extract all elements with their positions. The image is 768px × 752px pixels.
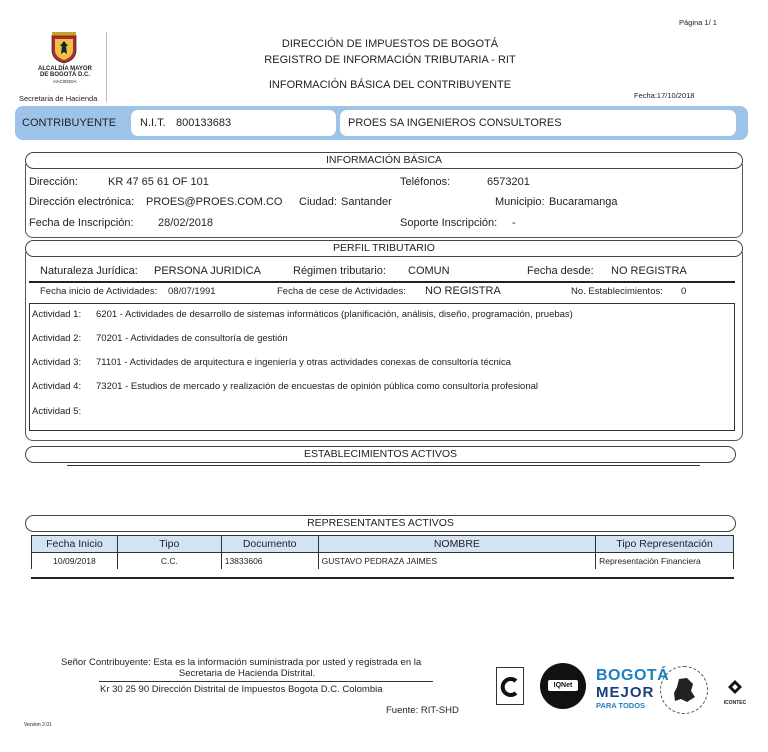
entity-line1: ALCALDÍA MAYOR xyxy=(38,66,92,72)
establecimientos-label: No. Establecimientos: xyxy=(571,286,663,297)
icontec-diamond-icon xyxy=(725,678,745,698)
soporte-label: Soporte Inscripción: xyxy=(400,217,498,229)
table-row xyxy=(32,553,734,570)
bogota-logo-line2: MEJOR xyxy=(596,684,655,701)
actividad-2-value: 70201 - Actividades de consultoría de gestión xyxy=(96,333,288,344)
actividad-5-label: Actividad 5: xyxy=(32,406,82,417)
table-header-row xyxy=(32,536,734,553)
header-line2: REGISTRO DE INFORMACIÓN TRIBUTARIA - RIT xyxy=(264,54,516,66)
actividad-4-value: 73201 - Estudios de mercado y realización de encuestas de opinión pública como consultoría profesional xyxy=(96,381,539,392)
table-bottom-rule xyxy=(31,577,734,579)
icontec-logo xyxy=(720,678,750,708)
icontec-text: ICONTEC xyxy=(723,700,747,706)
iqnet-logo xyxy=(540,663,586,709)
col-tipo-representacion: Tipo Representación xyxy=(596,536,734,553)
entity-line3: HACIENDA xyxy=(53,79,77,84)
header-line3: INFORMACIÓN BÁSICA DEL CONTRIBUYENTE xyxy=(268,79,512,91)
municipio-label: Municipio: xyxy=(495,196,545,208)
ciudad-label: Ciudad: xyxy=(299,196,337,208)
cell-nombre: GUSTAVO PEDRAZA JAIMES xyxy=(318,553,595,570)
email-label: Dirección electrónica: xyxy=(29,196,135,208)
version-label: Version 2.01 xyxy=(24,722,52,728)
actividad-1-label: Actividad 1: xyxy=(32,309,82,320)
municipio-value: Bucaramanga xyxy=(549,196,618,208)
certification-logo xyxy=(496,667,524,705)
inicio-label: Fecha inicio de Actividades: xyxy=(40,286,158,297)
telefonos-value: 6573201 xyxy=(487,176,530,188)
nit-label: N.I.T. xyxy=(140,117,166,129)
entity-line2: DE BOGOTÁ D.C. xyxy=(39,72,90,78)
basic-info-title: INFORMACIÓN BÁSICA xyxy=(25,152,743,169)
footer-rule xyxy=(99,681,433,682)
naturaleza-value: PERSONA JURIDICA xyxy=(154,265,261,277)
iqnet-text: IQNet xyxy=(548,680,578,691)
bogota-logo-line3: PARA TODOS xyxy=(596,701,646,710)
logo-divider xyxy=(106,32,107,102)
cell-tipo-representacion: Representación Financiera xyxy=(596,553,734,570)
col-nombre: NOMBRE xyxy=(318,536,595,553)
fecha-inscripcion-value: 28/02/2018 xyxy=(158,217,214,229)
col-fecha-inicio: Fecha Inicio xyxy=(32,536,118,553)
regimen-value: COMUN xyxy=(408,265,450,277)
department-name: Secretaria de Hacienda xyxy=(19,94,98,103)
footer-note-line2: Secretaria de Hacienda Distrital. xyxy=(178,668,316,679)
fecha-desde-label: Fecha desde: xyxy=(527,265,594,277)
establecimientos-title: ESTABLECIMIENTOS ACTIVOS xyxy=(25,446,736,463)
coat-of-arms-icon xyxy=(49,30,79,64)
col-tipo: Tipo xyxy=(117,536,221,553)
col-documento: Documento xyxy=(221,536,318,553)
telefonos-label: Teléfonos: xyxy=(400,176,451,188)
establecimientos-rule xyxy=(67,465,700,466)
footer-fuente: Fuente: RIT-SHD xyxy=(386,705,459,716)
map-seal-icon xyxy=(669,675,699,705)
cell-tipo: C.C. xyxy=(117,553,221,570)
soporte-value: - xyxy=(512,217,516,229)
actividad-2-label: Actividad 2: xyxy=(32,333,82,344)
inicio-value: 08/07/1991 xyxy=(168,286,216,297)
perfil-divider xyxy=(29,281,735,283)
actividad-4-label: Actividad 4: xyxy=(32,381,82,392)
seal-logo xyxy=(660,666,708,714)
establecimientos-value: 0 xyxy=(681,286,687,297)
report-date: Fecha:17/10/2018 xyxy=(634,91,695,100)
page-number: Página 1/ 1 xyxy=(679,18,717,27)
cell-fecha-inicio: 10/09/2018 xyxy=(32,553,118,570)
contribuyente-name: PROES SA INGENIEROS CONSULTORES xyxy=(348,117,562,129)
header-line1: DIRECCIÓN DE IMPUESTOS DE BOGOTÁ xyxy=(281,38,499,50)
fecha-desde-value: NO REGISTRA xyxy=(611,265,687,277)
actividad-3-value: 71101 - Actividades de arquitectura e ingeniería y otras actividades conexas de consultoría técnica xyxy=(96,357,511,368)
representantes-title: REPRESENTANTES ACTIVOS xyxy=(25,515,736,532)
direccion-label: Dirección: xyxy=(29,176,78,188)
cell-documento: 13833606 xyxy=(221,553,318,570)
contribuyente-label: CONTRIBUYENTE xyxy=(22,117,117,129)
cese-value: NO REGISTRA xyxy=(425,285,501,297)
nit-value: 800133683 xyxy=(176,117,232,129)
representantes-table xyxy=(31,535,734,569)
certification-c-icon xyxy=(499,676,521,698)
actividad-1-value: 6201 - Actividades de desarrollo de sistemas informáticos (planificación, análisis, diseño, programación, pruebas) xyxy=(96,309,573,320)
fecha-inscripcion-label: Fecha de Inscripción: xyxy=(29,217,134,229)
footer-note-line1: Señor Contribuyente: Esta es la información suministrada por usted y registrada en la xyxy=(61,657,422,668)
direccion-value: KR 47 65 61 OF 101 xyxy=(108,176,209,188)
naturaleza-label: Naturaleza Jurídica: xyxy=(40,265,138,277)
bogota-logo-line1: BOGOTÁ xyxy=(596,667,670,684)
email-value: PROES@PROES.COM.CO xyxy=(146,196,283,208)
cese-label: Fecha de cese de Actividades: xyxy=(277,286,406,297)
footer-address: Kr 30 25 90 Dirección Distrital de Impuestos Bogota D.C. Colombia xyxy=(100,684,383,695)
ciudad-value: Santander xyxy=(341,196,392,208)
perfil-title: PERFIL TRIBUTARIO xyxy=(25,240,743,257)
actividad-3-label: Actividad 3: xyxy=(32,357,82,368)
regimen-label: Régimen tributario: xyxy=(293,265,386,277)
city-logo xyxy=(20,30,110,104)
